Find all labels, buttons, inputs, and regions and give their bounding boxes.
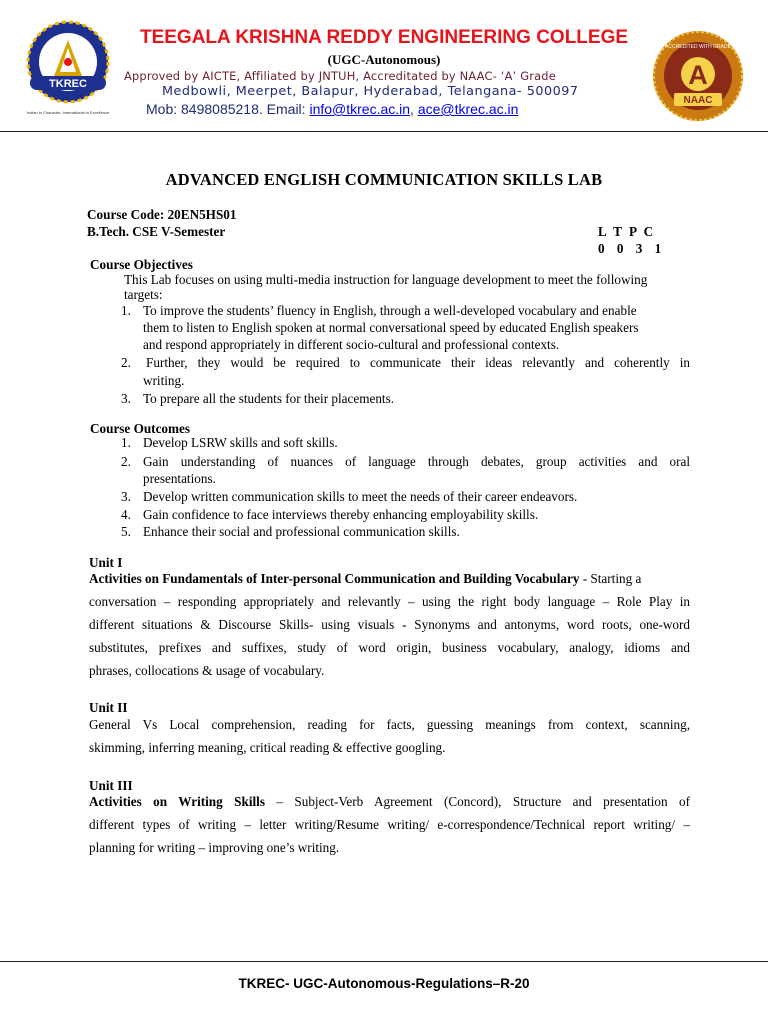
objective-text: To improve the students’ fluency in English, through a well-developed vocabulary and enable bbox=[143, 303, 637, 318]
unit-1-heading: Unit I bbox=[89, 555, 123, 570]
objective-text: writing. bbox=[143, 373, 185, 388]
objective-text: Further, they would be required to communicate their ideas relevantly and coherently in bbox=[146, 355, 690, 370]
contact-line bbox=[146, 101, 518, 117]
badge-label: NAAC bbox=[683, 95, 713, 106]
autonomous-status: (UGC-Autonomous) bbox=[327, 52, 441, 67]
outcomes-heading: Course Outcomes bbox=[90, 421, 190, 436]
email-info-link[interactable]: info@tkrec.ac.in bbox=[309, 101, 411, 117]
ltpc-header: L T P C bbox=[598, 224, 656, 239]
outcome-number: 4. bbox=[121, 507, 131, 522]
outcome-number: 3. bbox=[121, 489, 131, 504]
badge-letter: A bbox=[688, 60, 708, 90]
objective-text: them to listen to English spoken at normal conversational speed by educated English speakers bbox=[143, 320, 639, 335]
unit-2-text: skimming, inferring meaning, critical reading & effective googling. bbox=[89, 740, 446, 755]
email-ace-link[interactable]: ace@tkrec.ac.in bbox=[417, 101, 519, 117]
outcome-text: Enhance their social and professional communication skills. bbox=[143, 524, 460, 539]
badge-ring-text: ACCREDITED WITH GRADE bbox=[665, 44, 731, 50]
footer-regulation: TKREC- UGC-Autonomous-Regulations–R-20 bbox=[238, 976, 530, 991]
outcome-number: 5. bbox=[121, 524, 131, 539]
approval-line: Approved by AICTE, Affiliated by JNTUH, Accreditated by NAAC- ‘A’ Grade bbox=[124, 69, 556, 83]
unit-3-heading: Unit III bbox=[89, 778, 133, 793]
outcome-text: Gain understanding of nuances of language through debates, group activities and oral bbox=[143, 454, 690, 469]
college-name: TEEGALA KRISHNA REDDY ENGINEERING COLLEGE bbox=[139, 27, 629, 48]
unit-2-heading: Unit II bbox=[89, 700, 128, 715]
logo-sub: HYDERABAD bbox=[53, 94, 83, 99]
footer-divider bbox=[0, 961, 768, 962]
objective-text: To prepare all the students for their placements. bbox=[143, 391, 395, 406]
unit-1-bold-lead: Activities on Fundamentals of Inter-personal Communication and Building Vocabulary bbox=[89, 571, 580, 586]
outcome-text: presentations. bbox=[143, 471, 216, 486]
unit-1-lead-rest: - Starting a bbox=[579, 571, 642, 586]
unit-2-text: General Vs Local comprehension, reading for facts, guessing meanings from context, scanning, bbox=[89, 717, 690, 732]
email-separator: , bbox=[410, 101, 418, 117]
objectives-intro-cont: targets: bbox=[124, 287, 163, 302]
objectives-heading: Course Objectives bbox=[90, 257, 193, 272]
header-divider bbox=[0, 131, 768, 132]
unit-3-text: different types of writing – letter writing/Resume writing/ e-correspondence/Technical report writing/ – bbox=[89, 817, 690, 832]
logo-tagline: Indian in Character, International in Excellence bbox=[26, 110, 110, 115]
unit-1-text: different situations & Discourse Skills- using visuals - Synonyms and antonyms, word roots, one-word bbox=[89, 617, 690, 632]
unit-1-text: phrases, collocations & usage of vocabulary. bbox=[89, 663, 325, 678]
contact-prefix: Mob: 8498085218. Email: bbox=[146, 101, 310, 117]
program-semester: B.Tech. CSE V-Semester bbox=[87, 224, 226, 239]
outcome-text: Develop written communication skills to meet the needs of their career endeavors. bbox=[143, 489, 578, 504]
course-code: Course Code: 20EN5HS01 bbox=[87, 207, 237, 222]
logo-text: TKREC bbox=[49, 78, 87, 90]
objective-text: and respond appropriately in different socio-cultural and professional contexts. bbox=[143, 337, 560, 352]
objective-number: 1. bbox=[121, 303, 131, 318]
unit-3-lead-rest: – Subject-Verb Agreement (Concord), Structure and presentation of bbox=[264, 794, 690, 809]
unit-1-lead-line bbox=[89, 571, 641, 587]
unit-3-lead-line bbox=[89, 794, 690, 810]
unit-1-text: substitutes, prefixes and suffixes, study of word origin, business vocabulary, analogy, idioms and bbox=[89, 640, 690, 655]
outcome-number: 1. bbox=[121, 435, 131, 450]
ltpc-values: 0 0 3 1 bbox=[598, 241, 666, 256]
outcome-text: Develop LSRW skills and soft skills. bbox=[143, 435, 338, 450]
objective-number: 3. bbox=[121, 391, 131, 406]
outcome-number: 2. bbox=[121, 454, 131, 469]
outcome-text: Gain confidence to face interviews thereby enhancing employability skills. bbox=[143, 507, 539, 522]
unit-1-text: conversation – responding appropriately and relevantly – using the right body language – Role Play in bbox=[89, 594, 690, 609]
unit-3-bold-lead: Activities on Writing Skills bbox=[89, 794, 265, 809]
course-title: ADVANCED ENGLISH COMMUNICATION SKILLS LAB bbox=[165, 170, 603, 189]
objectives-intro: This Lab focuses on using multi-media instruction for language development to meet the following bbox=[124, 272, 648, 287]
unit-3-text: planning for writing – improving one’s writing. bbox=[89, 840, 340, 855]
objective-number: 2. bbox=[121, 355, 131, 370]
address-line: Medbowli, Meerpet, Balapur, Hyderabad, Telangana- 500097 bbox=[162, 84, 579, 99]
